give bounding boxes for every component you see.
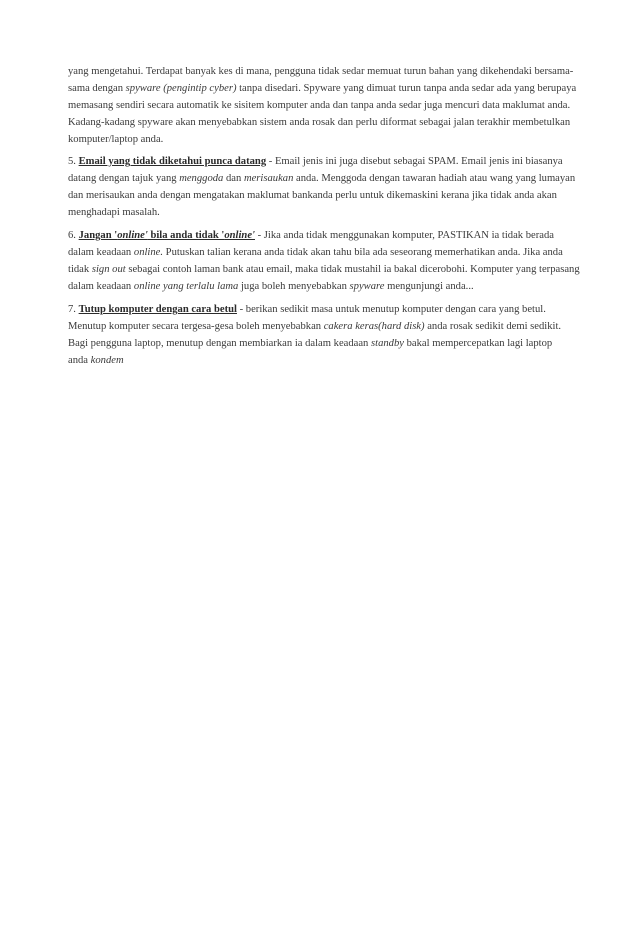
section-5-line-2-text-mid: dan [223, 173, 244, 184]
section-5-line-1 [68, 153, 588, 170]
section-5-line-2-text-end: anda. Menggoda dengan tawaran hadiah atau wang yang lumayan [293, 173, 576, 184]
section-7-italic-kondem: kondem [90, 355, 124, 366]
section-6-heading-italic-2: online' [224, 230, 255, 241]
section-5-paragraph [68, 153, 588, 221]
section-5-line-2 [68, 170, 588, 187]
section-5-italic-merisaukan: merisaukan [243, 173, 294, 184]
section-6-line-3 [68, 261, 588, 278]
section-7-line-4-text: anda [68, 355, 91, 366]
section-6-line-1 [68, 227, 588, 244]
section-5-line-3: dan merisaukan anda dengan mengatakan maklumat bankanda perlu untuk dikemaskini kerana jika tidak anda akan [68, 190, 557, 201]
section-7-number: 7. [68, 304, 76, 315]
section-7-line-2-text: Menutup komputer secara tergesa-gesa boleh menyebabkan [68, 321, 324, 332]
intro-line-2-italic: spyware (pengintip cyber) [125, 83, 237, 94]
intro-line-1: yang mengetahui. Terdapat banyak kes di mana, pengguna tidak sedar memuat turun bahan yang dikehendaki bersama- [68, 66, 574, 77]
section-7-heading: Tutup komputer dengan cara betul [78, 304, 237, 315]
section-6-paragraph [68, 227, 588, 295]
section-6-heading-part-1: Jangan ' [78, 230, 118, 241]
section-6-line-2-text-end: Putuskan talian kerana anda tidak akan tahu bila ada seseorang memerhatikan anda. Jika anda [163, 247, 563, 258]
section-5-italic-menggoda: menggoda [179, 173, 224, 184]
section-7-line-4 [68, 352, 588, 369]
intro-line-3: memasang sendiri secara automatik ke sisitem komputer anda dan tanpa anda sedar juga mencuri data maklumat anda. [68, 100, 571, 111]
intro-paragraph [68, 63, 588, 148]
section-6-italic-online-lama: online yang terlalu lama [133, 281, 239, 292]
section-7-line-1-text: - berikan sedikit masa untuk menutup komputer dengan cara yang betul. [236, 304, 546, 315]
section-6-italic-sign-out: sign out [91, 264, 126, 275]
section-5-line-4: menghadapi masalah. [68, 207, 160, 218]
section-7-line-2 [68, 318, 588, 335]
section-6-line-4 [68, 278, 588, 295]
intro-line-2-text-end: tanpa disedari. Spyware yang dimuat turun tanpa anda sedar ada yang berupaya [236, 83, 577, 94]
section-7-line-3 [68, 335, 588, 352]
section-6-italic-spyware: spyware [349, 281, 385, 292]
section-6-line-3-text-end: sebagai contoh laman bank atau email, maka tidak mustahil ia bakal dicerobohi. Komputer yang terpasang [125, 264, 580, 275]
intro-line-2-text: sama dengan [68, 83, 126, 94]
section-5-line-1-text: - Email jenis ini juga disebut sebagai SPAM. Email jenis ini biasanya [266, 156, 563, 167]
section-6-line-4-text-end: mengunjungi anda... [384, 281, 474, 292]
section-6-line-4-text-mid: juga boleh menyebabkan [238, 281, 350, 292]
section-7-line-3-text-end: bakal mempercepatkan lagi laptop [403, 338, 553, 349]
section-6-heading-italic-1: online' [117, 230, 148, 241]
section-5-heading: Email yang tidak diketahui punca datang [78, 156, 267, 167]
section-6-line-4-text: dalam keadaan [68, 281, 134, 292]
section-7-paragraph [68, 301, 588, 369]
section-6-number: 6. [68, 230, 76, 241]
section-7-italic-standby: standby [371, 338, 404, 349]
section-7-italic-cakera-keras: cakera keras(hard disk) [323, 321, 425, 332]
section-6-line-2 [68, 244, 588, 261]
section-5-line-2-text: datang dengan tajuk yang [68, 173, 180, 184]
section-6-line-1-text: - Jika anda tidak menggunakan komputer, PASTIKAN ia tidak berada [254, 230, 554, 241]
section-6-line-3-text: tidak [68, 264, 92, 275]
section-6-heading [79, 230, 255, 241]
section-6-line-2-text: dalam keadaan [68, 247, 134, 258]
intro-line-4: Kadang-kadang spyware akan menyebabkan sistem anda rosak dan perlu diformat sebagai jalan terakhir membetulkan [68, 117, 571, 128]
intro-line-2 [68, 80, 588, 97]
section-7-line-2-text-end: anda rosak sedikit demi sedikit. [424, 321, 562, 332]
section-7-line-3-text: Bagi pengguna laptop, menutup dengan membiarkan ia dalam keadaan [68, 338, 371, 349]
section-7-line-1 [68, 301, 588, 318]
intro-line-5: komputer/laptop anda. [68, 134, 164, 145]
section-5-number: 5. [68, 156, 76, 167]
section-6-heading-part-2: bila anda tidak ' [147, 230, 225, 241]
section-6-italic-online: online. [133, 247, 164, 258]
